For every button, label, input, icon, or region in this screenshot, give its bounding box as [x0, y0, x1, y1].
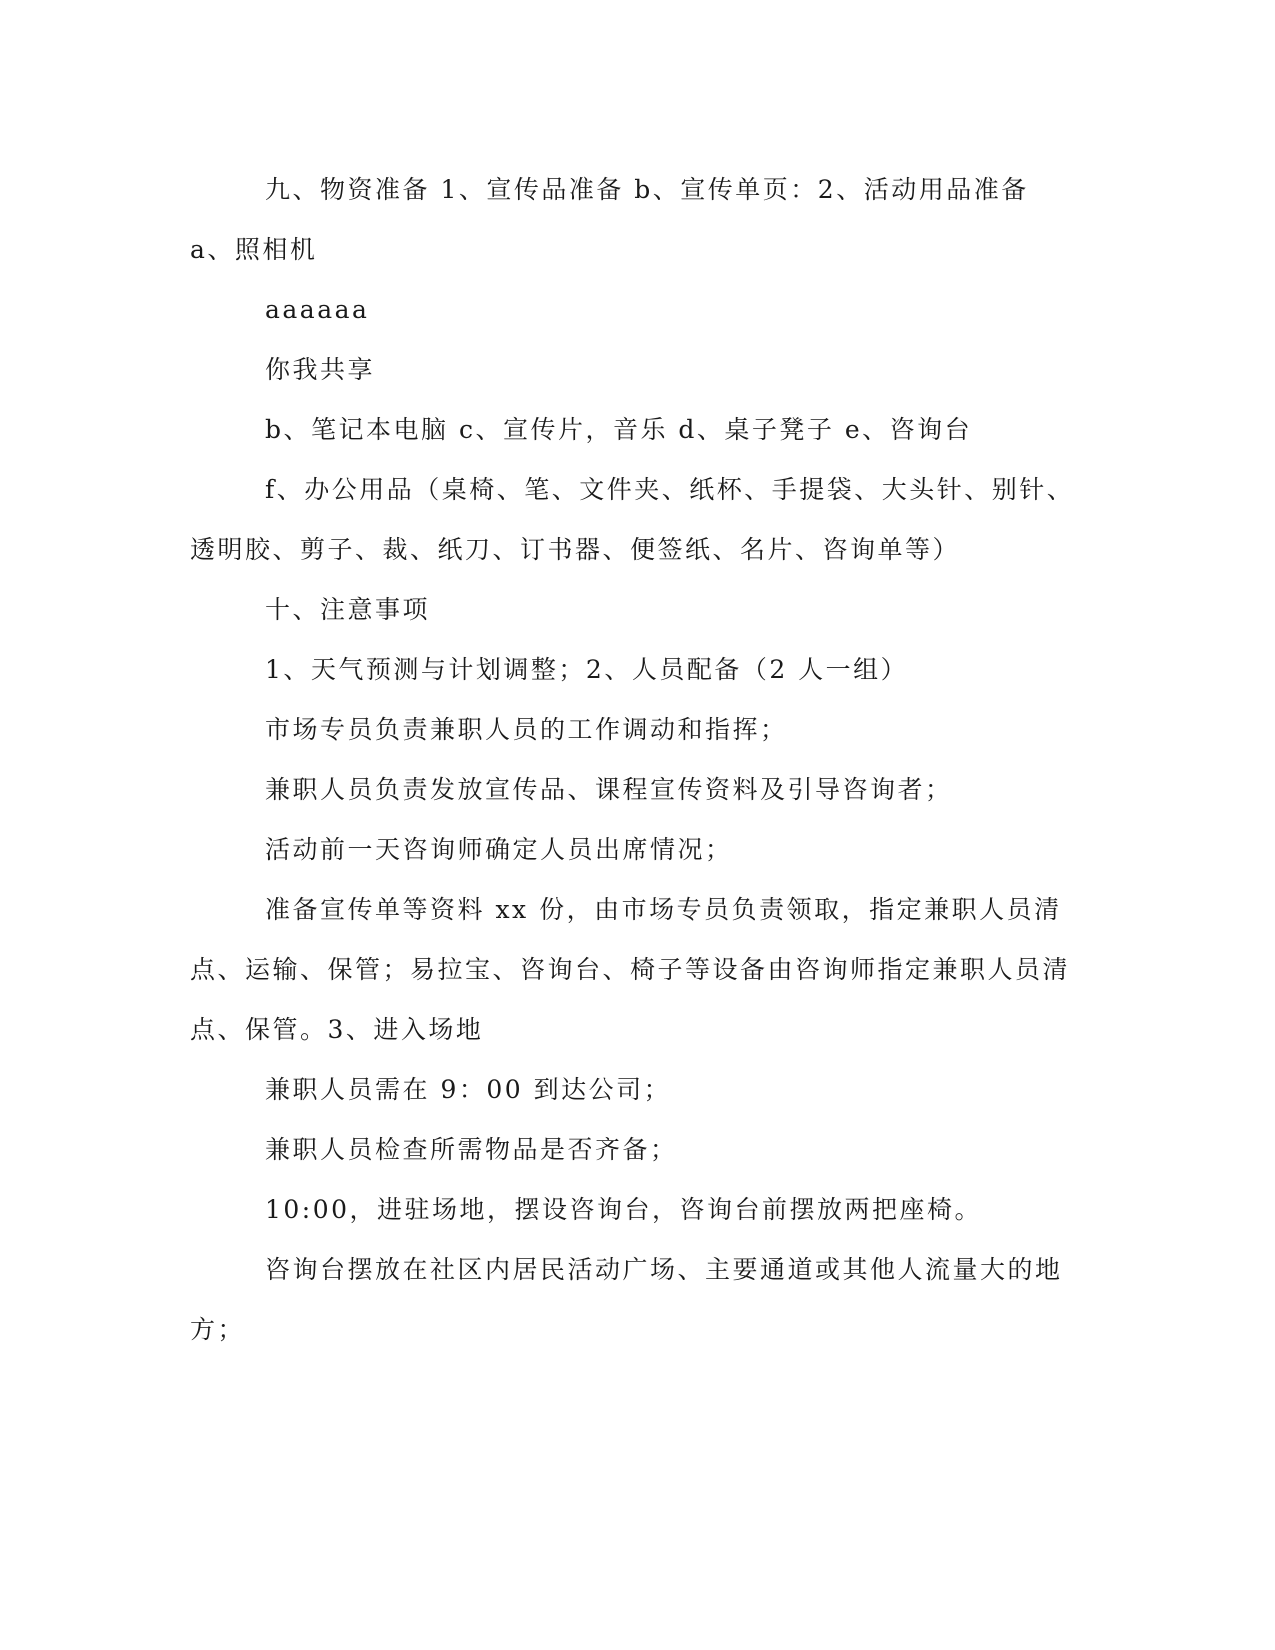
document-body: [190, 160, 1080, 1360]
paragraph-part-time-duties: 兼职人员负责发放宣传品、课程宣传资料及引导咨询者；: [265, 775, 953, 804]
paragraph-flyer-prep: 准备宣传单等资料 xx 份，由市场专员负责领取，指定兼职人员清点、运输、保管；易拉宝、咨询台、椅子等设备由咨询师指定兼职人员清点、保管。3、进入场地: [190, 895, 1071, 1044]
paragraph-office-supplies: f、办公用品（桌椅、笔、文件夹、纸杯、手提袋、大头针、别针、透明胶、剪子、裁、纸刀、订书器、便签纸、名片、咨询单等）: [190, 475, 1075, 564]
paragraph-attendance-check: 活动前一天咨询师确定人员出席情况；: [265, 835, 733, 864]
paragraph-desk-location: 咨询台摆放在社区内居民活动广场、主要通道或其他人流量大的地方；: [190, 1255, 1063, 1344]
paragraph-share: 你我共享: [265, 355, 376, 384]
paragraph-materials-prep: 九、物资准备 1、宣传品准备 b、宣传单页：2、活动用品准备 a、照相机: [190, 175, 1029, 264]
paragraph-equipment-list: b、笔记本电脑 c、宣传片，音乐 d、桌子凳子 e、咨询台: [265, 415, 973, 444]
paragraph-weather-staffing: 1、天气预测与计划调整；2、人员配备（2 人一组）: [265, 655, 909, 684]
paragraph-setup: 10:00，进驻场地，摆设咨询台，咨询台前摆放两把座椅。: [265, 1195, 983, 1224]
paragraph-marketing-specialist: 市场专员负责兼职人员的工作调动和指挥；: [265, 715, 788, 744]
paragraph-arrival-time: 兼职人员需在 9：00 到达公司；: [265, 1075, 672, 1104]
paragraph-item-check: 兼职人员检查所需物品是否齐备；: [265, 1135, 678, 1164]
paragraph-notes-heading: 十、注意事项: [265, 595, 431, 624]
paragraph-aaaaaa: aaaaaa: [265, 295, 370, 324]
